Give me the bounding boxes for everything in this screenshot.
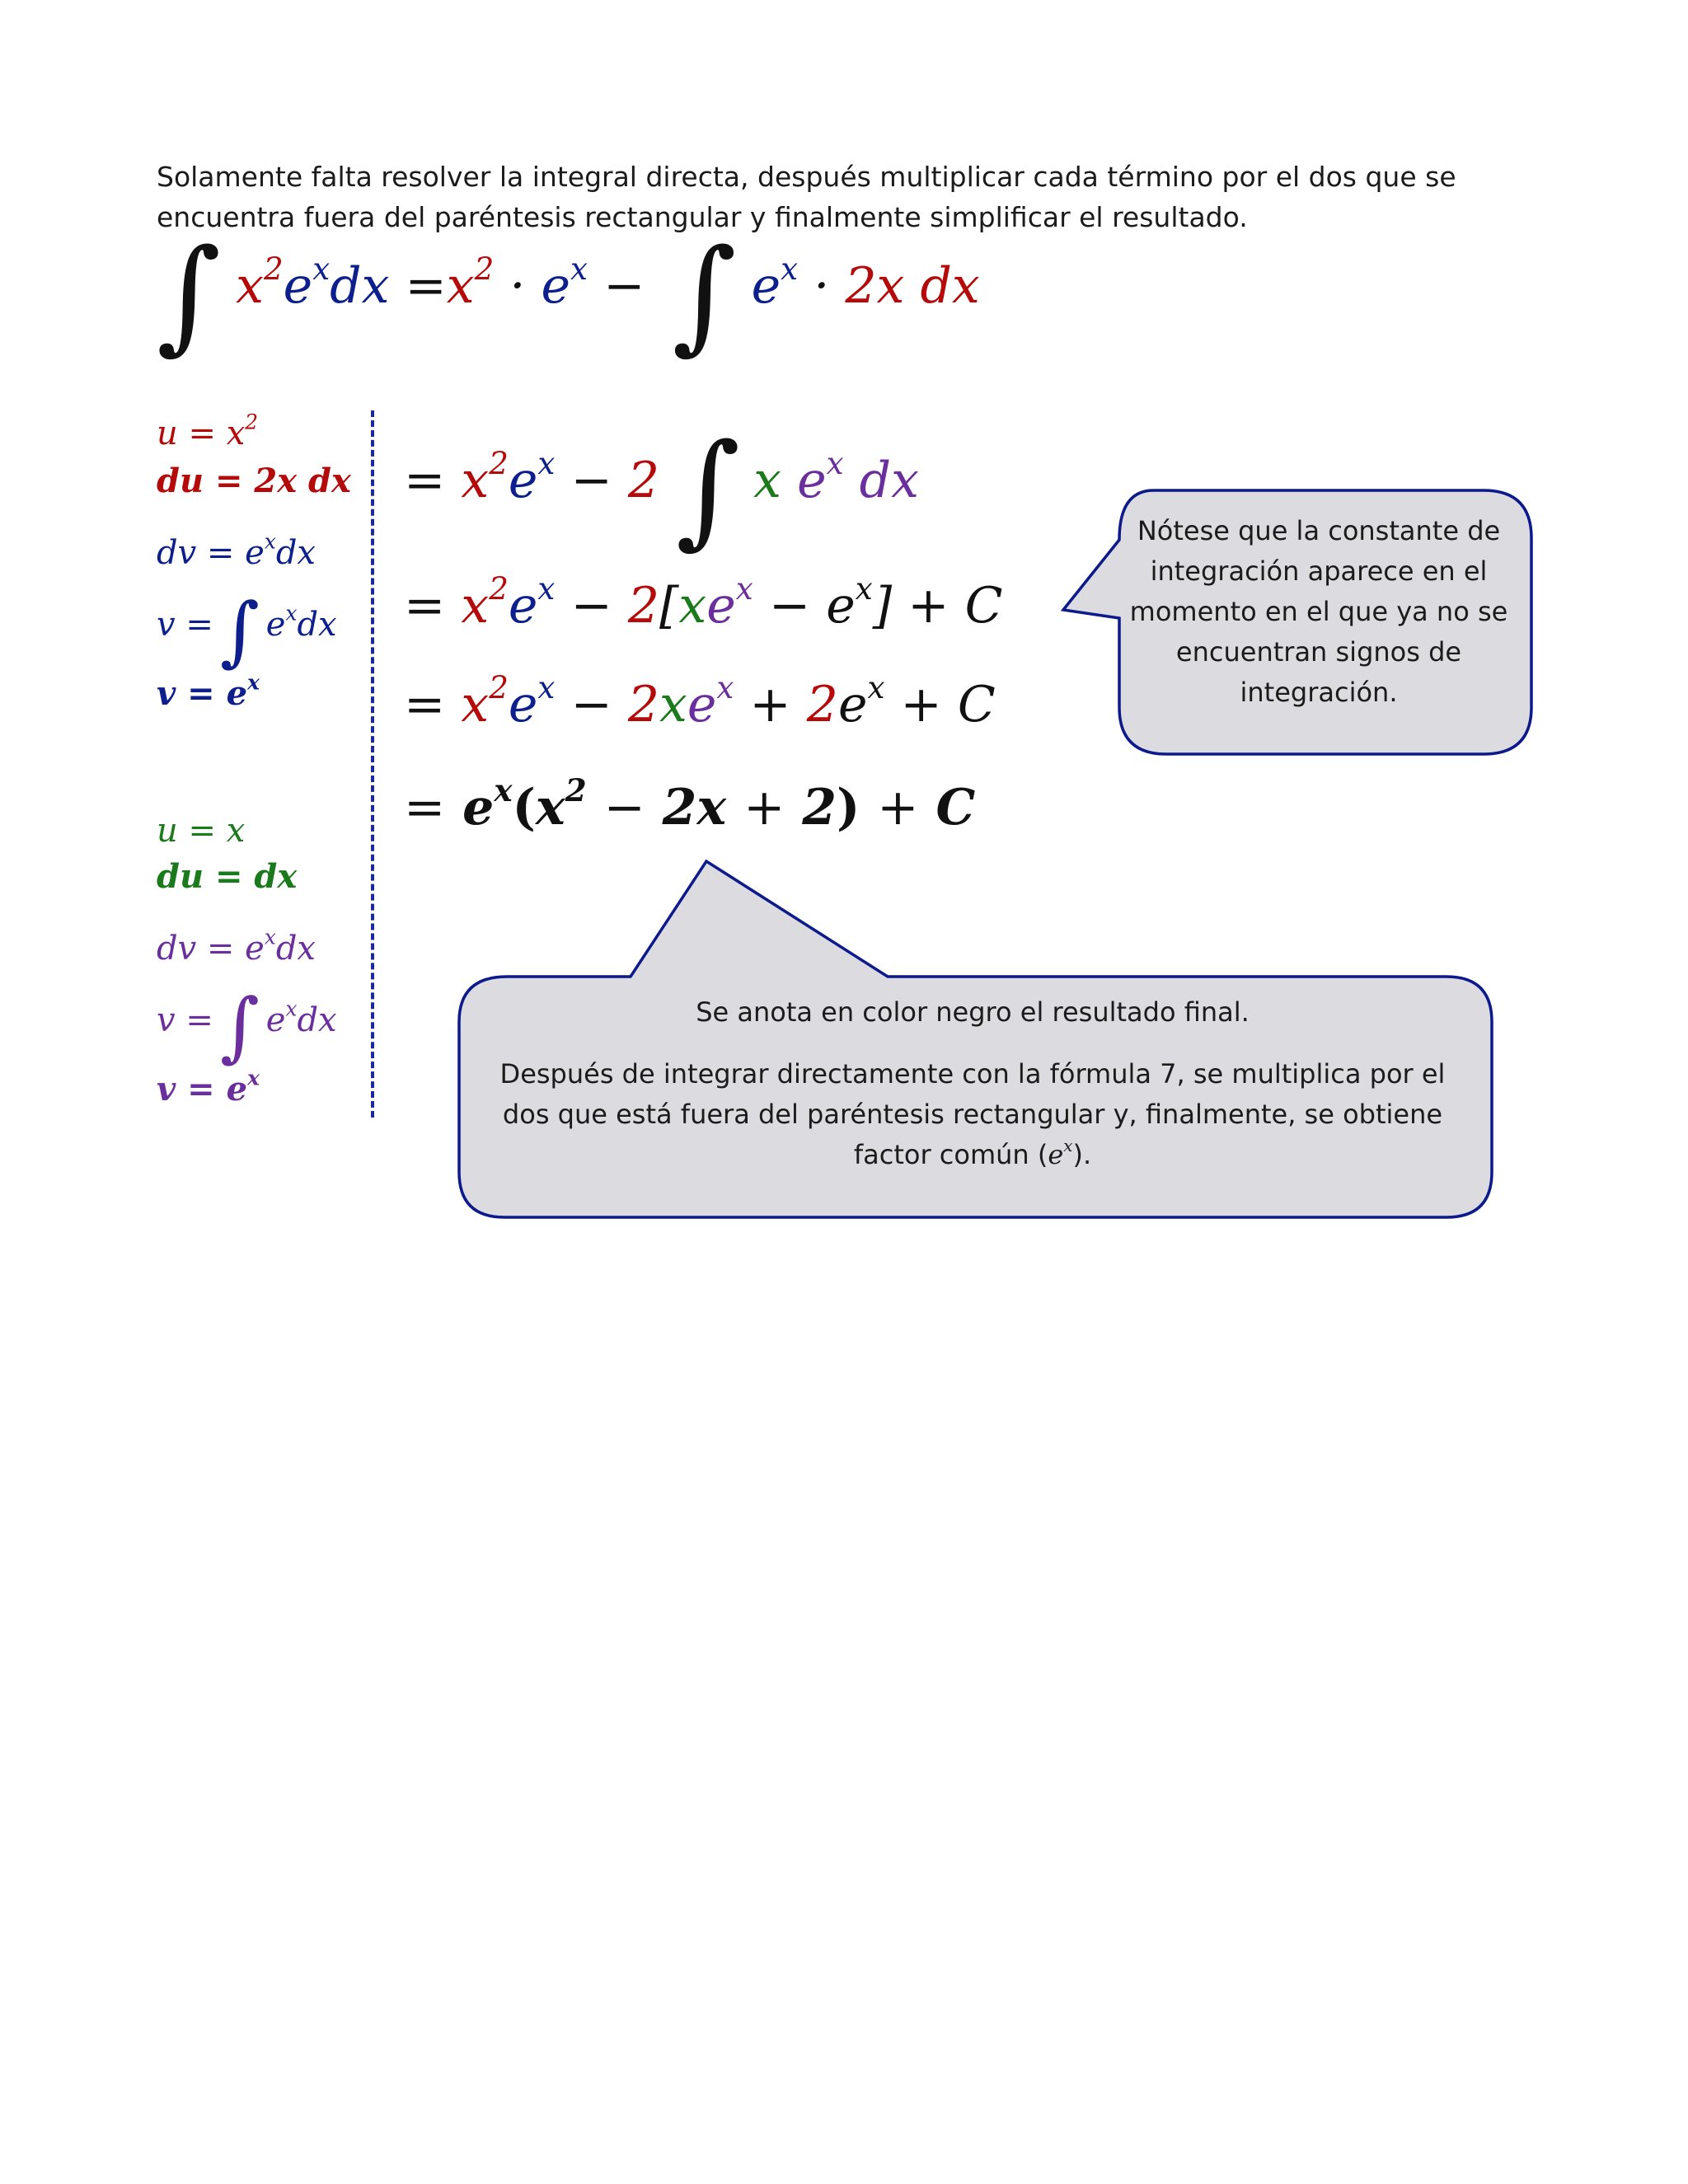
sub2-v-integral: v =∫ $e^xdx$ (157, 982, 337, 1071)
sub2-v-result: $v = e^x$ (157, 1066, 260, 1108)
step-3: = $x^2e^x - 2xe^x + 2e^x + C$ (404, 669, 996, 733)
sub1-u: $u = x^2$ (157, 410, 259, 452)
callout-constant-text: Nótese que la constante de integración aparece en el momento en el que ya no se encuentran signos de integración. (1129, 515, 1508, 708)
sub2-u: u = x (157, 812, 246, 850)
step-2: = $x^2e^x - 2[xe^x - e^x] + C$ (404, 570, 1003, 635)
sub1-dv: dv = $e^xdx$ (157, 529, 316, 572)
sub1-du: du = 2x dx (157, 462, 351, 500)
callout-result-line2: Después de integrar directamente con la fórmula 7, se multiplica por el dos que está fuera del paréntesis rectangular y, finalmente, se obtiene factor común $(e^x)$. (499, 1058, 1446, 1170)
callout-result-text (478, 992, 1467, 1175)
sub2-dv: dv = $e^xdx$ (157, 925, 316, 968)
sub1-v-integral: v =∫ $e^xdx$ (157, 586, 337, 675)
dashed-divider (371, 410, 374, 1118)
main-integral-equation: ∫ $x^2e^xdx =x^2 \cdot e^x$ − ∫ $e^x \cdot 2x$ dx (157, 223, 980, 367)
step-1: = $x^2e^x - 2$ ∫ x $e^x$ dx (404, 418, 919, 561)
sub1-v-result: $v = e^x$ (157, 670, 260, 713)
final-result: = $e^x(x^2 - 2x + 2) + C$ (404, 772, 976, 837)
intro-paragraph: Solamente falta resolver la integral directa, después multiplicar cada término por el dos que se encuentra fuera del paréntesis rectangular y finalmente simplificar el resultado. (157, 161, 1456, 233)
callout-result-line1: Se anota en color negro el resultado final. (696, 996, 1250, 1028)
sub2-du: du = dx (157, 857, 298, 896)
